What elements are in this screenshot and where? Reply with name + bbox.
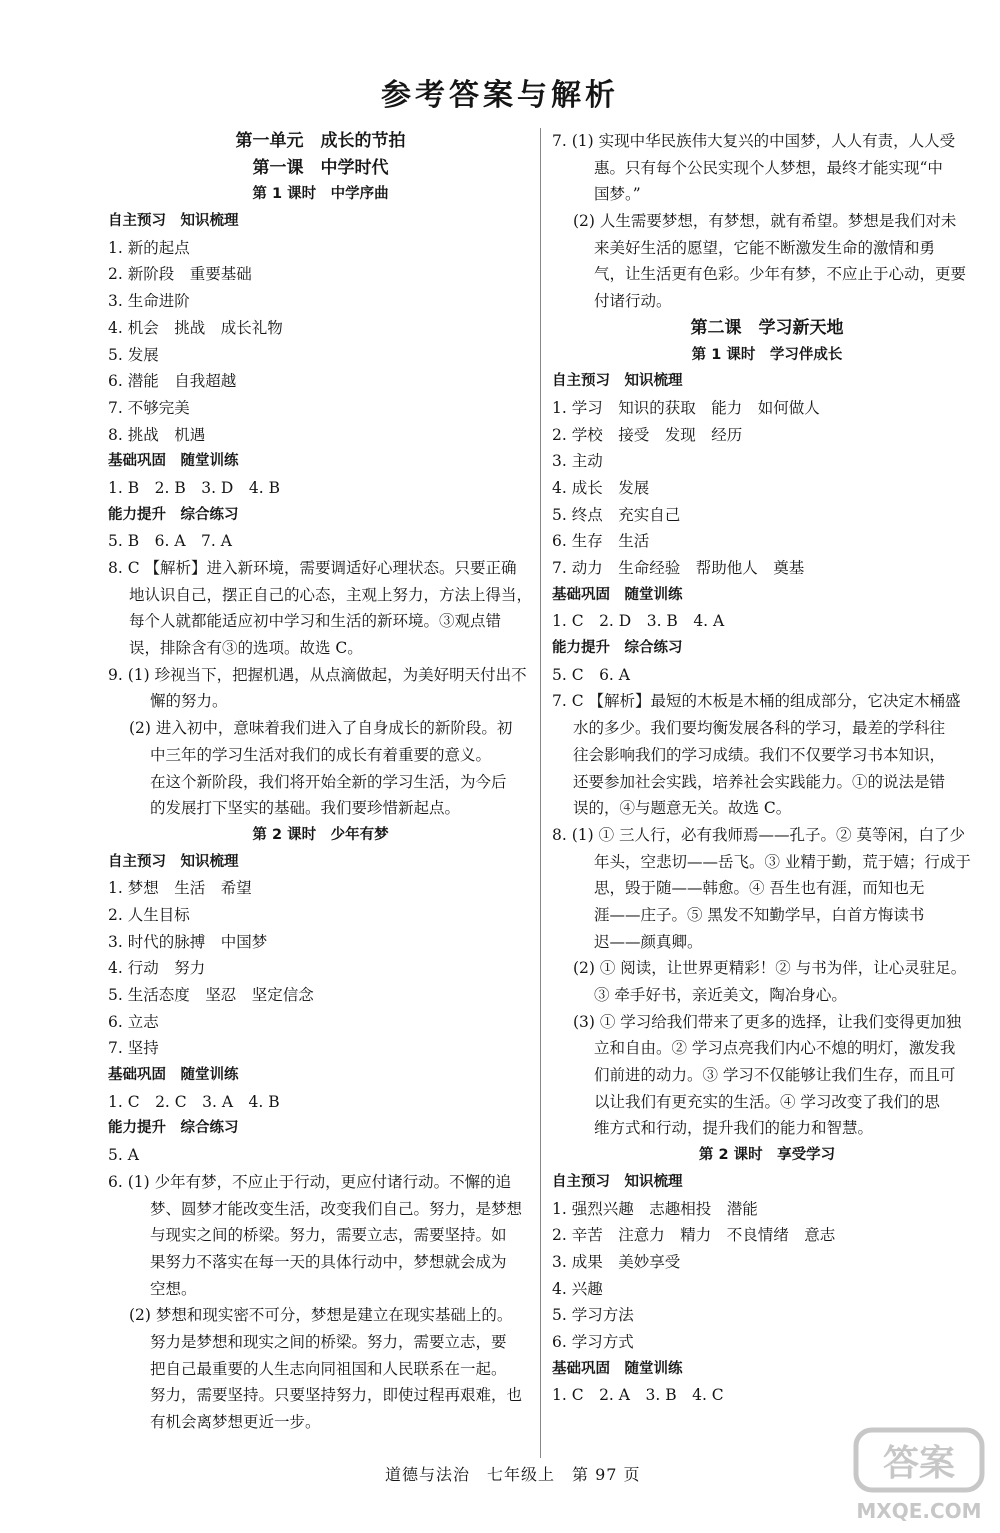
left-section-heading: 第一课 中学时代 <box>252 157 389 178</box>
left-answer-line: 5. A <box>108 1146 139 1165</box>
left-answer-line: 有机会离梦想更近一步。 <box>150 1413 321 1431</box>
right-subsection-label: 自主预习 知识梳理 <box>552 1173 683 1190</box>
right-answer-line: 来美好生活的愿望，它能不断激发生命的激情和勇 <box>594 238 936 257</box>
left-answer-line: 4. 行动 努力 <box>108 959 206 978</box>
left-answer-line: 努力，需要坚持。只要坚持努力，即使过程再艰难，也 <box>150 1386 523 1405</box>
left-subsection-label: 基础巩固 随堂训练 <box>108 453 239 470</box>
right-answer-line: 6. 学习方式 <box>552 1332 634 1351</box>
left-answer-line: 懈的努力。 <box>150 692 228 711</box>
left-answer-line: 5. 发展 <box>108 345 159 364</box>
column-divider <box>540 128 541 1458</box>
page-title: 参考答案与解析 <box>381 78 619 113</box>
right-answer-line: 3. 成果 美妙享受 <box>552 1252 681 1271</box>
left-answer-line: 8. 挑战 机遇 <box>108 425 206 444</box>
right-answer-line: 3. 主动 <box>552 452 603 471</box>
left-answer-line: 与现实之间的桥梁。努力，需要立志，需要坚持。如 <box>150 1226 507 1245</box>
left-answer-line: 7. 坚持 <box>108 1039 159 1058</box>
right-answer-line: 们前进的动力。③ 学习不仅能够让我们生存，而且可 <box>594 1066 956 1085</box>
right-answer-line: 1. C 2. A 3. B 4. C <box>552 1386 724 1405</box>
right-answer-line: 5. C 6. A <box>552 665 630 684</box>
right-answer-line: 6. 生存 生活 <box>552 532 650 551</box>
left-answer-line: 2. 人生目标 <box>108 905 190 924</box>
left-answer-line: 8. C 【解析】进入新环境，需要调适好心理状态。只要正确 <box>108 559 517 577</box>
watermark-text-bottom: MXQE.COM <box>856 1499 982 1523</box>
right-answer-line: (2) ① 阅读，让世界更精彩！② 与书为伴，让心灵驻足。 <box>573 959 967 978</box>
left-answer-line: 空想。 <box>150 1279 197 1298</box>
watermark-logo <box>842 1420 992 1528</box>
left-answer-line: 6. 立志 <box>108 1012 159 1031</box>
left-answer-line: 3. 时代的脉搏 中国梦 <box>108 932 268 951</box>
right-answer-line: 水的多少。我们要均衡发展各科的学习，最差的学科往 <box>573 719 946 738</box>
left-answer-line: 6. (1) 少年有梦，不应止于行动，更应付诸行动。不懈的追 <box>108 1172 512 1191</box>
right-answer-line: 维方式和行动，提升我们的能力和智慧。 <box>594 1119 874 1138</box>
left-subsection-label: 自主预习 知识梳理 <box>108 213 239 230</box>
right-answer-line: 迟——颜真卿。 <box>594 932 703 951</box>
right-answer-line: 5. 终点 充实自己 <box>552 505 681 524</box>
left-answer-line: 1. 新的起点 <box>108 238 190 257</box>
left-section-heading: 第 1 课时 中学序曲 <box>252 186 389 203</box>
right-subsection-label: 能力提升 综合练习 <box>552 640 683 657</box>
right-answer-line: 气，让生活更有色彩。少年有梦，不应止于心动，更要 <box>594 265 967 284</box>
watermark-text-top: 答案 <box>882 1443 956 1484</box>
right-answer-line: 2. 学校 接受 发现 经历 <box>552 425 743 444</box>
left-section-heading: 第一单元 成长的节拍 <box>235 131 406 151</box>
left-subsection-label: 基础巩固 随堂训练 <box>108 1067 239 1084</box>
left-answer-line: 误，排除含有③的选项。故选 C。 <box>129 639 363 658</box>
right-answer-line: 国梦。” <box>594 185 641 204</box>
right-answer-line: 7. 动力 生命经验 帮助他人 奠基 <box>552 559 805 577</box>
right-answer-line: 5. 学习方法 <box>552 1306 634 1325</box>
right-subsection-label: 基础巩固 随堂训练 <box>552 1360 683 1377</box>
left-answer-line: 5. B 6. A 7. A <box>108 532 232 551</box>
right-answer-line: 2. 辛苦 注意力 精力 不良情绪 意志 <box>552 1226 836 1245</box>
left-answer-line: (2) 进入初中，意味着我们进入了自身成长的新阶段。初 <box>129 719 513 738</box>
left-answer-line: 3. 生命进阶 <box>108 292 190 311</box>
right-answer-line: (3) ① 学习给我们带来了更多的选择，让我们变得更加独 <box>573 1012 962 1031</box>
left-answer-line: 1. 梦想 生活 希望 <box>108 879 252 898</box>
left-section-heading: 第 2 课时 少年有梦 <box>252 826 389 843</box>
right-answer-line: 1. 强烈兴趣 志趣相投 潜能 <box>552 1199 758 1218</box>
right-answer-line: 还要参加社会实践，培养社会实践能力。①的说法是错 <box>573 772 946 791</box>
right-section-heading: 第 2 课时 享受学习 <box>698 1147 836 1164</box>
right-answer-line: (2) 人生需要梦想，有梦想，就有希望。梦想是我们对未 <box>573 212 957 231</box>
left-answer-line: 1. B 2. B 3. D 4. B <box>108 478 280 497</box>
right-answer-line: 8. (1) ① 三人行，必有我师焉——孔子。② 莫等闲，白了少 <box>552 825 965 844</box>
left-answer-line: 梦、圆梦才能改变生活，改变我们自己。努力，是梦想 <box>150 1199 523 1218</box>
left-answer-line: 果努力不落实在每一天的具体行动中，梦想就会成为 <box>150 1252 507 1271</box>
right-answer-line: 1. C 2. D 3. B 4. A <box>552 612 725 631</box>
right-answer-line: 付诸行动。 <box>594 292 672 311</box>
left-subsection-label: 能力提升 综合练习 <box>108 506 239 523</box>
left-answer-line: 5. 生活态度 坚忍 坚定信念 <box>108 986 314 1004</box>
right-answer-line: 年头，空悲切——岳飞。③ 业精于勤，荒于嬉；行成于 <box>594 852 971 871</box>
left-answer-line: 努力是梦想和现实之间的桥梁。努力，需要立志，要 <box>150 1332 507 1351</box>
right-answer-line: 往会影响我们的学习成绩。我们不仅要学习书本知识， <box>573 745 946 764</box>
left-answer-line: (2) 梦想和现实密不可分，梦想是建立在现实基础上的。 <box>129 1306 513 1325</box>
left-answer-line: 9. (1) 珍视当下，把握机遇，从点滴做起，为美好明天付出不 <box>108 665 527 684</box>
right-subsection-label: 基础巩固 随堂训练 <box>552 586 683 603</box>
left-answer-line: 7. 不够完美 <box>108 398 190 417</box>
right-answer-line: 误的，④与题意无关。故选 C。 <box>573 799 792 818</box>
right-answer-line: 涯——庄子。⑤ 黑发不知勤学早，白首方悔读书 <box>594 905 925 924</box>
left-column <box>108 128 533 1436</box>
right-column <box>552 128 982 1409</box>
page-footer: 道德与法治 七年级上 第 97 页 <box>385 1465 641 1484</box>
right-answer-line: 惠。只有每个公民实现个人梦想，最终才能实现“中 <box>594 158 943 177</box>
left-answer-line: 在这个新阶段，我们将开始全新的学习生活，为今后 <box>150 772 507 791</box>
right-section-heading: 第 1 课时 学习伴成长 <box>691 346 843 363</box>
right-answer-line: ③ 牵手好书，亲近美文，陶冶身心。 <box>594 986 847 1004</box>
left-answer-line: 把自己最重要的人生志向同祖国和人民联系在一起。 <box>150 1359 507 1378</box>
left-answer-line: 中三年的学习生活对我们的成长有着重要的意义。 <box>150 745 492 764</box>
right-answer-line: 4. 成长 发展 <box>552 478 650 497</box>
right-answer-line: 思，毁于随——韩愈。④ 吾生也有涯，而知也无 <box>594 879 925 898</box>
left-answer-line: 的发展打下坚实的基础。我们要珍惜新起点。 <box>150 799 461 818</box>
right-answer-line: 以让我们有更充实的生活。④ 学习改变了我们的思 <box>594 1092 940 1111</box>
left-answer-line: 2. 新阶段 重要基础 <box>108 265 252 284</box>
right-answer-line: 立和自由。② 学习点亮我们内心不熄的明灯，激发我 <box>594 1039 956 1058</box>
right-answer-line: 4. 兴趣 <box>552 1279 603 1298</box>
left-subsection-label: 自主预习 知识梳理 <box>108 853 239 870</box>
right-answer-line: 1. 学习 知识的获取 能力 如何做人 <box>552 398 820 417</box>
left-answer-line: 1. C 2. C 3. A 4. B <box>108 1092 280 1111</box>
left-subsection-label: 能力提升 综合练习 <box>108 1120 239 1137</box>
left-answer-line: 每个人就都能适应初中学习和生活的新环境。③观点错 <box>129 612 502 631</box>
left-answer-line: 地认识自己，摆正自己的心态，主观上努力，方法上得当， <box>129 585 533 604</box>
right-section-heading: 第二课 学习新天地 <box>690 317 844 338</box>
right-answer-line: 7. C 【解析】最短的木板是木桶的组成部分，它决定木桶盛 <box>552 692 961 711</box>
left-answer-line: 6. 潜能 自我超越 <box>108 372 237 391</box>
left-answer-line: 4. 机会 挑战 成长礼物 <box>108 318 283 337</box>
right-subsection-label: 自主预习 知识梳理 <box>552 373 683 390</box>
right-answer-line: 7. (1) 实现中华民族伟大复兴的中国梦，人人有责，人人受 <box>552 132 956 150</box>
